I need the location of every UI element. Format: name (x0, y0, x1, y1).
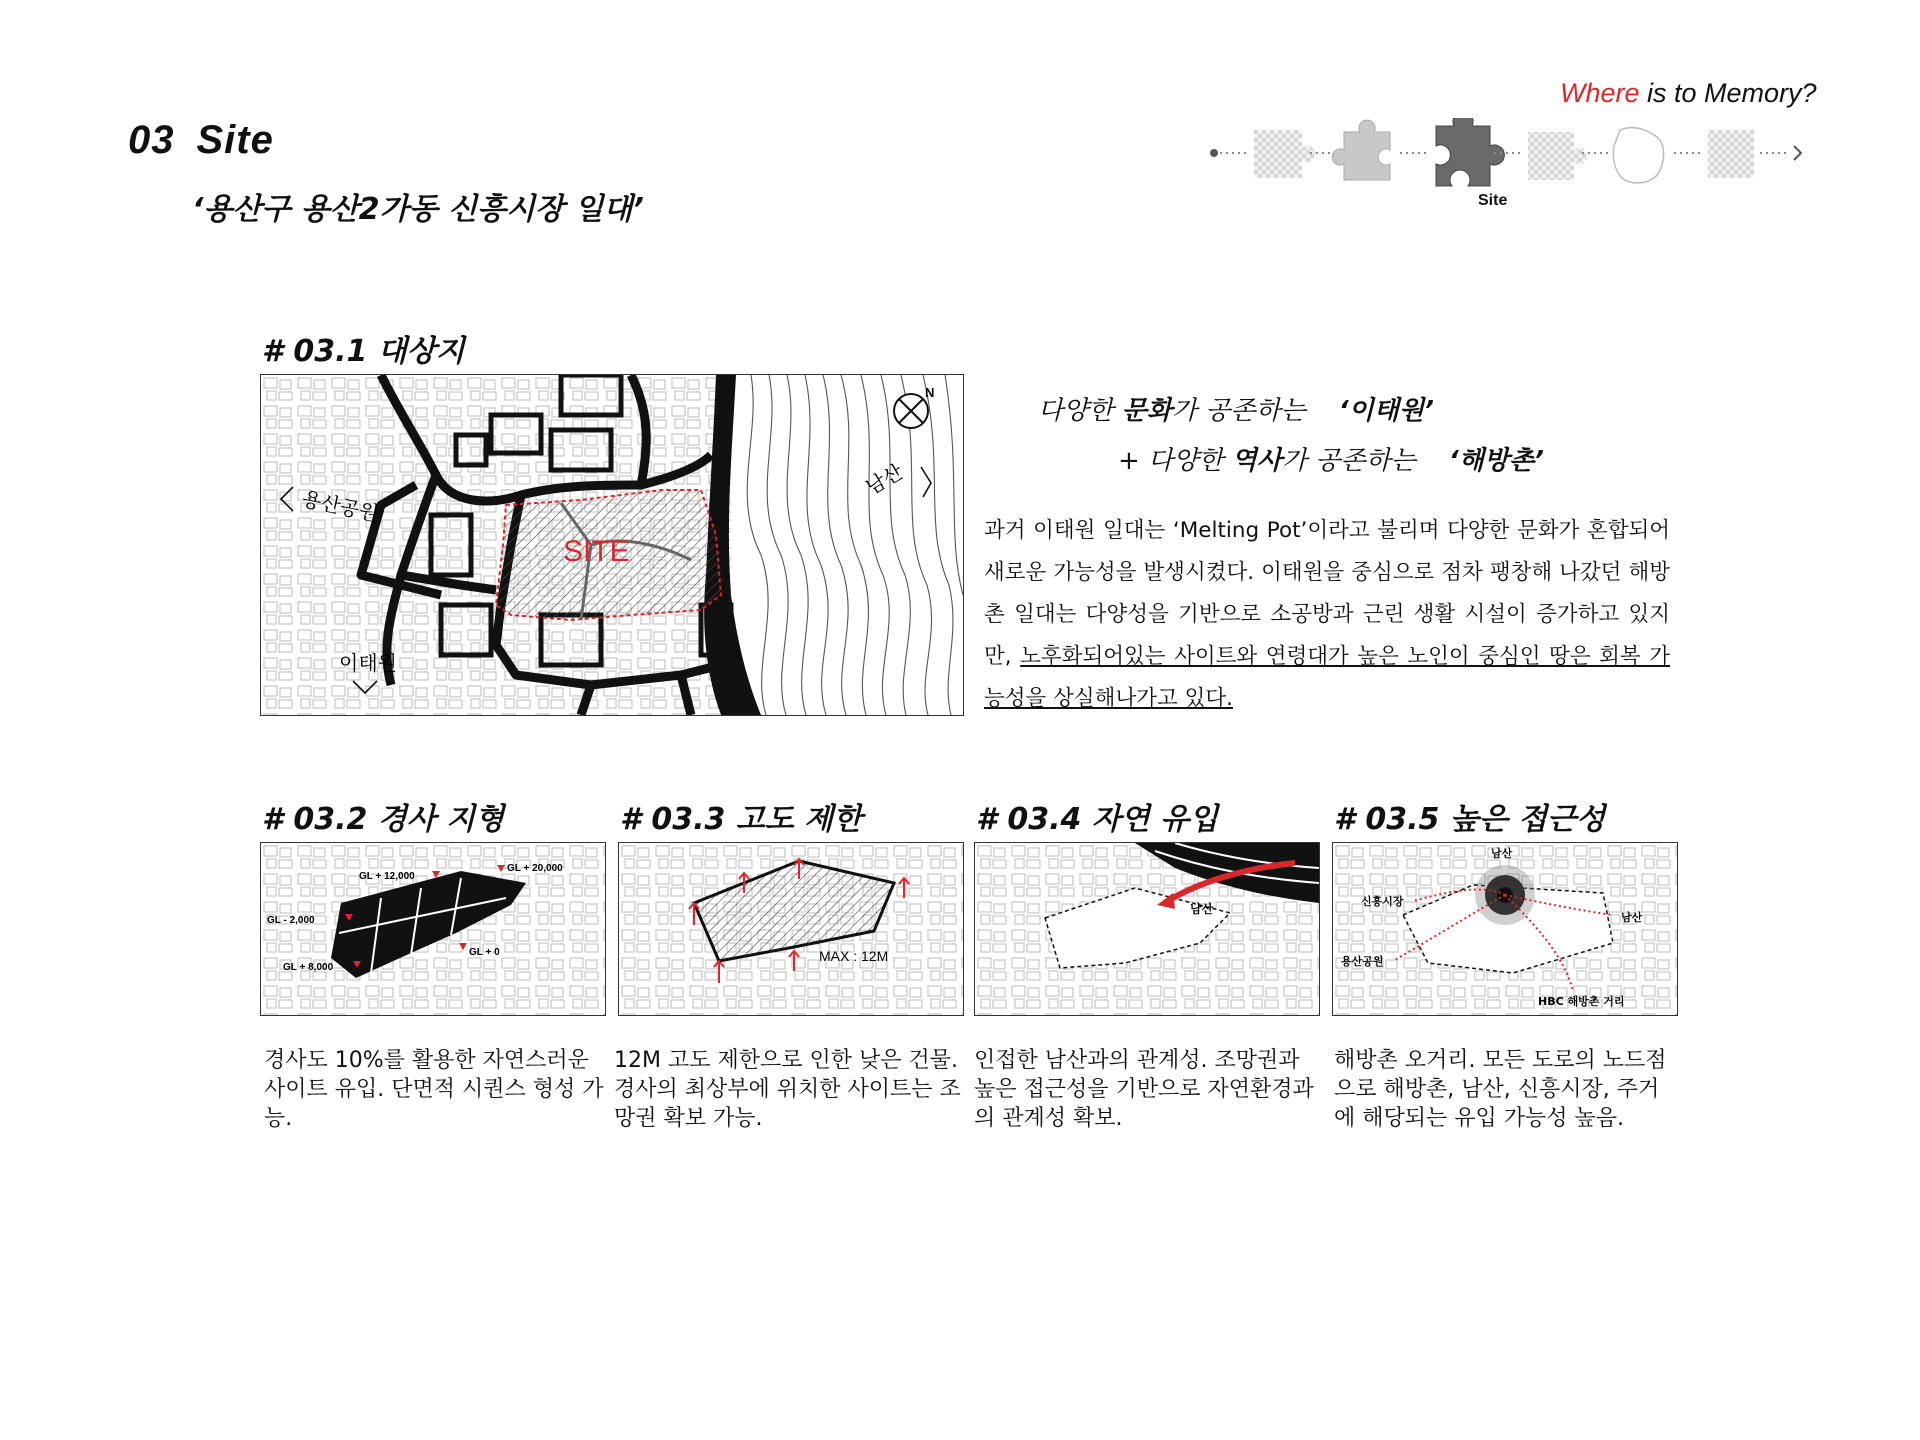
label-gl-8000: GL + 8,000 (283, 962, 334, 973)
heading-03-2: # 03.2 경사 지형 (262, 802, 505, 837)
description-text: 과거 이태원 일대는 ‘Melting Pot’이라고 불리며 다양한 문화가 혼합되어 새로운 가능성을 발생시켰다. 이태원을 중심으로 점차 팽창해 나갔던 해방촌 일대는 다양성을 기반으로 소공방과 근린 생활 시설이 증가하고 있지만, (984, 518, 1670, 669)
label-namsan-right: 남산 (1621, 911, 1643, 924)
caption-03-2: 경사도 10%를 활용한 자연스러운 사이트 유입. 단면적 시퀀스 형성 가능. (264, 1048, 604, 1131)
puzzle-piece-5-icon (1613, 128, 1663, 183)
label-gl-20000: GL + 20,000 (507, 863, 563, 874)
site-label: SITE (563, 535, 630, 568)
caption-03-3: 12M 고도 제한으로 인한 낮은 건물. 경사의 최상부에 위치한 사이트는 조망권 확보 가능. (614, 1048, 961, 1131)
nav-start-dot (1210, 149, 1218, 157)
puzzle-piece-1-icon (1254, 130, 1315, 178)
svg-text:용산공원: 용산공원 (299, 486, 381, 526)
section-number: 03 (128, 118, 175, 162)
puzzle-piece-6-icon (1708, 130, 1754, 178)
label-gl-12000: GL + 12,000 (359, 871, 415, 882)
label-yongsan-park: 용산공원 (1341, 955, 1384, 968)
section-title (128, 118, 274, 163)
caption-03-5: 해방촌 오거리. 모든 도로의 노드점으로 해방촌, 남산, 신흥시장, 주거에 해당되는 유입 가능성 높음. (1334, 1048, 1667, 1131)
label-gl-0: GL + 0 (469, 947, 500, 958)
label-hbc-street: HBC 해방촌 거리 (1538, 995, 1625, 1008)
label-namsan: 남산 (1190, 902, 1214, 916)
nav-arrow-icon (1794, 146, 1801, 160)
site-map (260, 374, 964, 716)
tagline (1560, 78, 1817, 109)
label-gl-minus-2000: GL - 2,000 (267, 915, 315, 926)
description-emphasis: 노후화되어있는 사이트와 연령대가 높은 노인이 중심인 땅은 회복 가능성을 상실해나가고 있다. (984, 644, 1670, 711)
svg-text:N: N (925, 385, 935, 400)
caption-03-4: 인접한 남산과의 관계성. 조망권과 높은 접근성을 기반으로 자연환경과의 관계성 확보. (974, 1048, 1314, 1131)
nature-inflow-diagram (974, 842, 1320, 1016)
heading-03-4: # 03.4 자연 유입 (976, 802, 1219, 837)
label-namsan-top: 남산 (1491, 847, 1513, 860)
puzzle-progress-nav (1210, 118, 1850, 228)
heading-03-3: # 03.3 고도 제한 (620, 802, 863, 837)
site-description (984, 510, 1670, 720)
page-subtitle: ‘용산구 용산2가동 신흥시장 일대’ (192, 192, 644, 227)
puzzle-piece-2-icon (1332, 120, 1390, 180)
quote-haebangchon: + 다양한 역사가 공존하는 ‘해방촌’ (1118, 446, 1544, 476)
quote-itaewon: 다양한 문화가 공존하는 ‘이태원’ (1038, 396, 1434, 426)
tagline-rest: is to Memory? (1639, 78, 1817, 108)
heading-03-1: # 03.1 대상지 (262, 334, 465, 369)
slope-diagram (260, 842, 606, 1016)
namsan-contours (731, 375, 963, 715)
label-max-height: MAX : 12M (819, 948, 889, 964)
label-sinheung-market: 신흥시장 (1361, 895, 1404, 908)
height-limit-diagram (618, 842, 964, 1016)
heading-03-5: # 03.5 높은 접근성 (1334, 802, 1606, 837)
nav-active-label: Site (1478, 192, 1508, 209)
accessibility-diagram (1332, 842, 1678, 1016)
svg-text:남산: 남산 (861, 459, 907, 500)
section-name: Site (196, 118, 274, 162)
svg-text:이태원: 이태원 (339, 651, 397, 675)
puzzle-piece-4-icon (1528, 132, 1587, 180)
tagline-highlight: Where (1560, 78, 1640, 108)
